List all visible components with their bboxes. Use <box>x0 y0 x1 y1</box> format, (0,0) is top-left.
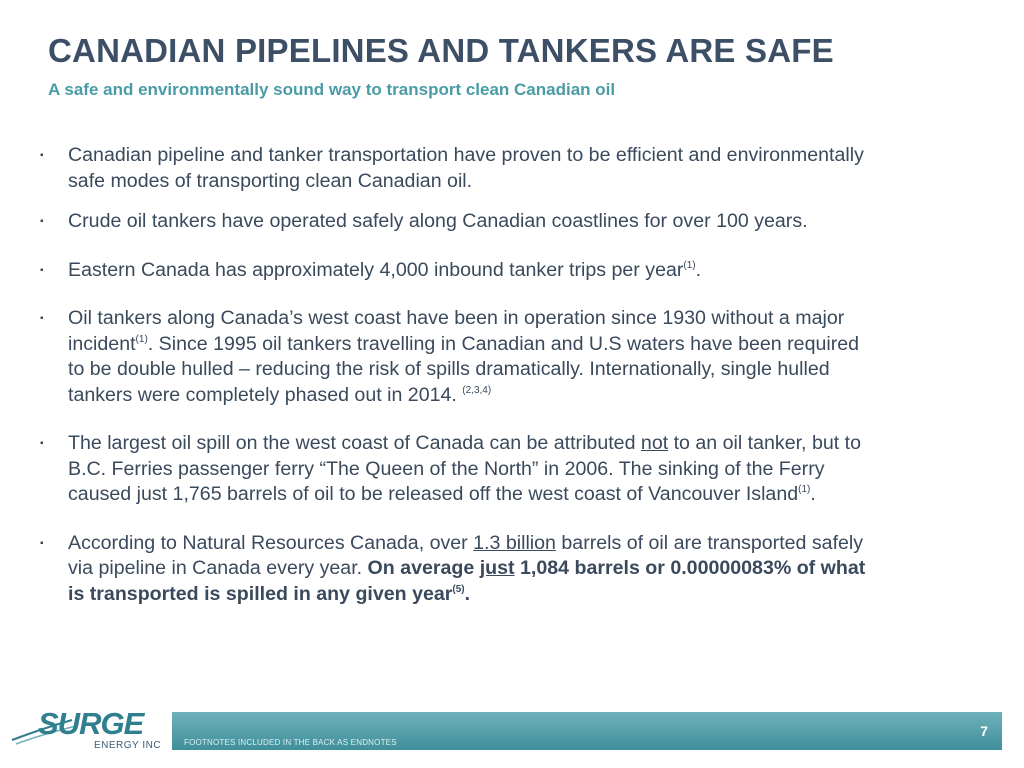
bullet-text: . <box>695 258 702 281</box>
bullet-text: safe modes of transporting clean Canadian oil. <box>68 169 473 192</box>
bullet-item <box>36 143 1001 194</box>
bullet-item <box>36 306 1001 408</box>
bullet-text: barrels of oil are transported safely <box>555 531 864 554</box>
footnote-ref: (5) <box>452 583 465 595</box>
slide-title: CANADIAN PIPELINES AND TANKERS ARE SAFE <box>48 32 834 69</box>
bullet-list <box>36 143 1001 607</box>
bullet-text: tankers were completely phased out in 2014. <box>68 383 463 406</box>
bold-text: . <box>464 582 471 605</box>
page-number: 7 <box>980 723 988 739</box>
bullet-text: According to Natural Resources Canada, over <box>68 531 474 554</box>
footnote-ref: (1) <box>135 333 148 345</box>
underlined-text: not <box>640 432 669 454</box>
bullet-item <box>36 531 1001 608</box>
square-bullet-icon: ▪ <box>40 216 44 227</box>
bold-text: On average <box>367 557 480 579</box>
bullet-text: Eastern Canada has approximately 4,000 inbound tanker trips per year <box>68 258 684 281</box>
bold-text: 1,084 barrels or 0.00000083% of what <box>514 557 866 579</box>
bullet-text: The largest oil spill on the west coast of Canada can be attributed <box>68 432 641 454</box>
footnote-ref: (1) <box>683 259 696 271</box>
bullet-text: B.C. Ferries passenger ferry “The Queen of the North” in 2006. The sinking of the Ferry <box>68 457 825 480</box>
square-bullet-icon: ▪ <box>40 313 44 324</box>
bullet-text: Canadian pipeline and tanker transportation have proven to be efficient and environmentally <box>68 144 864 166</box>
footer-bar <box>172 712 1002 750</box>
bold-underlined-text: just <box>479 557 515 579</box>
bullet-text: Crude oil tankers have operated safely along Canadian coastlines for over 100 years. <box>68 210 808 232</box>
company-logo <box>10 704 170 756</box>
square-bullet-icon: ▪ <box>40 264 44 276</box>
square-bullet-icon: ▪ <box>40 438 44 449</box>
bullet-text: to be double hulled – reducing the risk of spills dramatically. Internationally, single hulled <box>68 358 830 380</box>
square-bullet-icon: ▪ <box>40 150 44 161</box>
underlined-text: 1.3 billion <box>473 531 556 554</box>
footnote-ref: (1) <box>798 484 811 495</box>
logo-wordmark: SURGE <box>38 706 144 741</box>
bullet-text: caused just 1,765 barrels of oil to be released off the west coast of Vancouver Island <box>68 483 799 505</box>
bold-text: is transported is spilled in any given year <box>68 582 453 605</box>
bullet-text: Oil tankers along Canada’s west coast have been in operation since 1930 without a major <box>68 307 845 329</box>
bullet-item <box>36 431 1001 508</box>
bullet-text: incident <box>68 332 136 355</box>
bullet-text: to an oil tanker, but to <box>668 432 861 454</box>
logo-subtext: ENERGY INC <box>94 740 162 751</box>
footnote-ref: (2,3,4) <box>462 384 492 396</box>
bullet-item <box>36 209 1001 235</box>
footer-note: FOOTNOTES INCLUDED IN THE BACK AS ENDNOTES <box>184 738 397 747</box>
bullet-item <box>36 258 1001 284</box>
bullet-text: via pipeline in Canada every year. <box>68 557 368 579</box>
bullet-text: . <box>810 483 816 505</box>
square-bullet-icon: ▪ <box>40 537 44 549</box>
bullet-text: . Since 1995 oil tankers travelling in Canadian and U.S waters have been required <box>147 332 860 355</box>
slide-subtitle: A safe and environmentally sound way to transport clean Canadian oil <box>48 80 616 99</box>
